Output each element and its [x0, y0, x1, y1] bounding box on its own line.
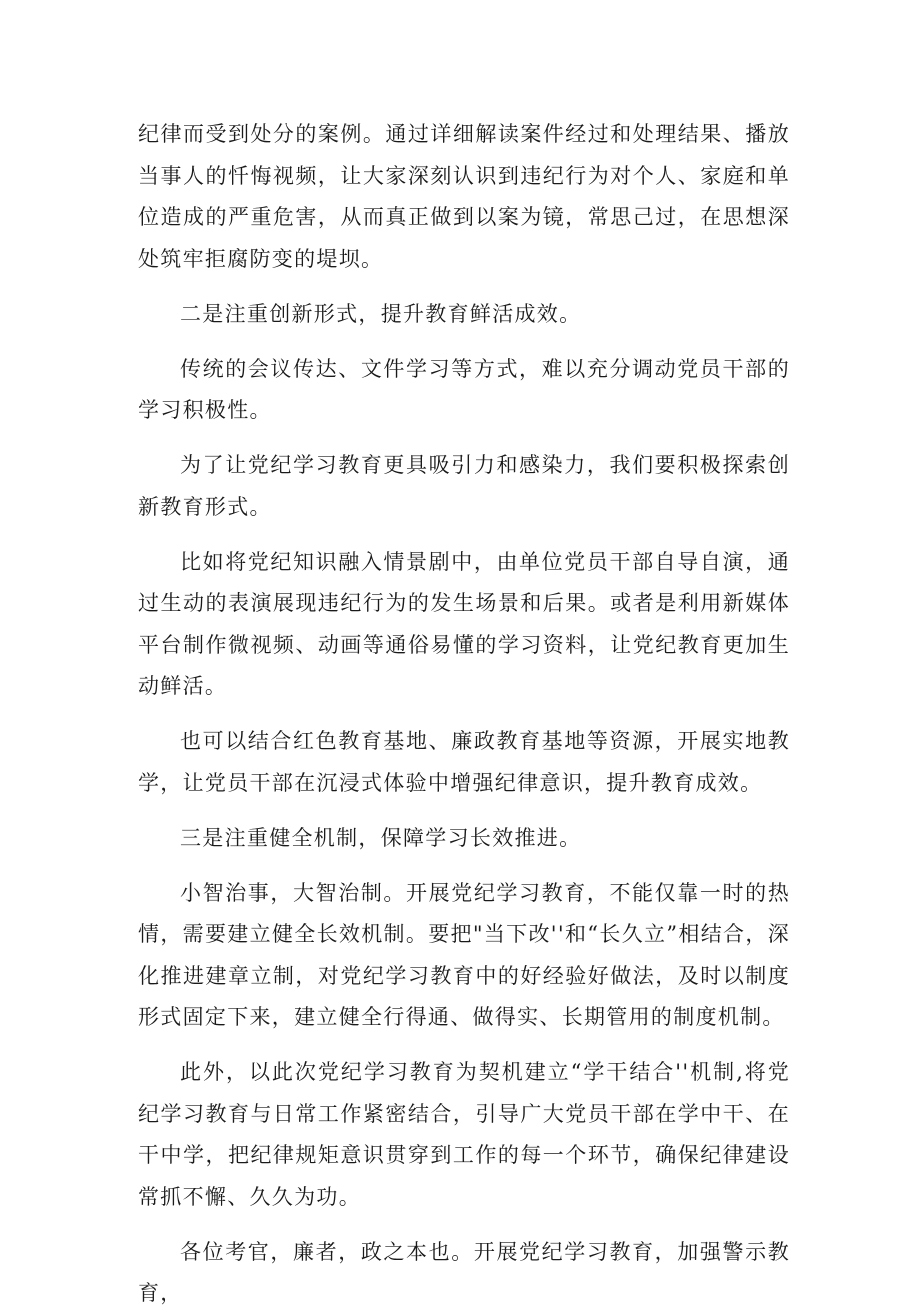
- document-body: [138, 114, 790, 1315]
- paragraph: 传统的会议传达、文件学习等方式，难以充分调动党员干部的学习积极性。: [138, 356, 790, 422]
- paragraph: 此外，以此次党纪学习教育为契机建立“学干结合''机制,将党纪学习教育与日常工作紧密结合，引导广大党员干部在学中干、在干中学，把纪律规矩意识贯穿到工作的每一个环节，确保纪律建设常抓不懈、久久为功。: [138, 1060, 790, 1209]
- paragraph-heading-two: 二是注重创新形式，提升教育鲜活成效。: [180, 301, 582, 326]
- paragraph: 小智治事，大智治制。开展党纪学习教育，不能仅靠一时的热情，需要建立健全长效机制。要把"当下改''和“长久立”相结合，深化推进建章立制，对党纪学习教育中的好经验好做法，及时以制度形式固定下来，建立健全行得通、做得实、长期管用的制度机制。: [138, 880, 790, 1029]
- paragraph: 为了让党纪学习教育更具吸引力和感染力，我们要积极探索创新教育形式。: [138, 453, 790, 519]
- paragraph-continuation: 纪律而受到处分的案例。通过详细解读案件经过和处理结果、播放当事人的忏悔视频，让大家深刻认识到违纪行为对个人、家庭和单位造成的严重危害，从而真正做到以案为镜，常思己过，在思想深处筑牢拒腐防变的堤坝。: [138, 122, 790, 271]
- paragraph: 各位考官，廉者，政之本也。开展党纪学习教育，加强警示教育，: [138, 1239, 790, 1305]
- paragraph: 也可以结合红色教育基地、廉政教育基地等资源，开展实地教学，让党员干部在沉浸式体验中增强纪律意识，提升教育成效。: [138, 729, 790, 795]
- paragraph: 比如将党纪知识融入情景剧中，由单位党员干部自导自演，通过生动的表演展现违纪行为的发生场景和后果。或者是利用新媒体平台制作微视频、动画等通俗易懂的学习资料，让党纪教育更加生动鲜活。: [138, 549, 790, 698]
- paragraph-heading-three: 三是注重健全机制，保障学习长效推进。: [180, 825, 582, 850]
